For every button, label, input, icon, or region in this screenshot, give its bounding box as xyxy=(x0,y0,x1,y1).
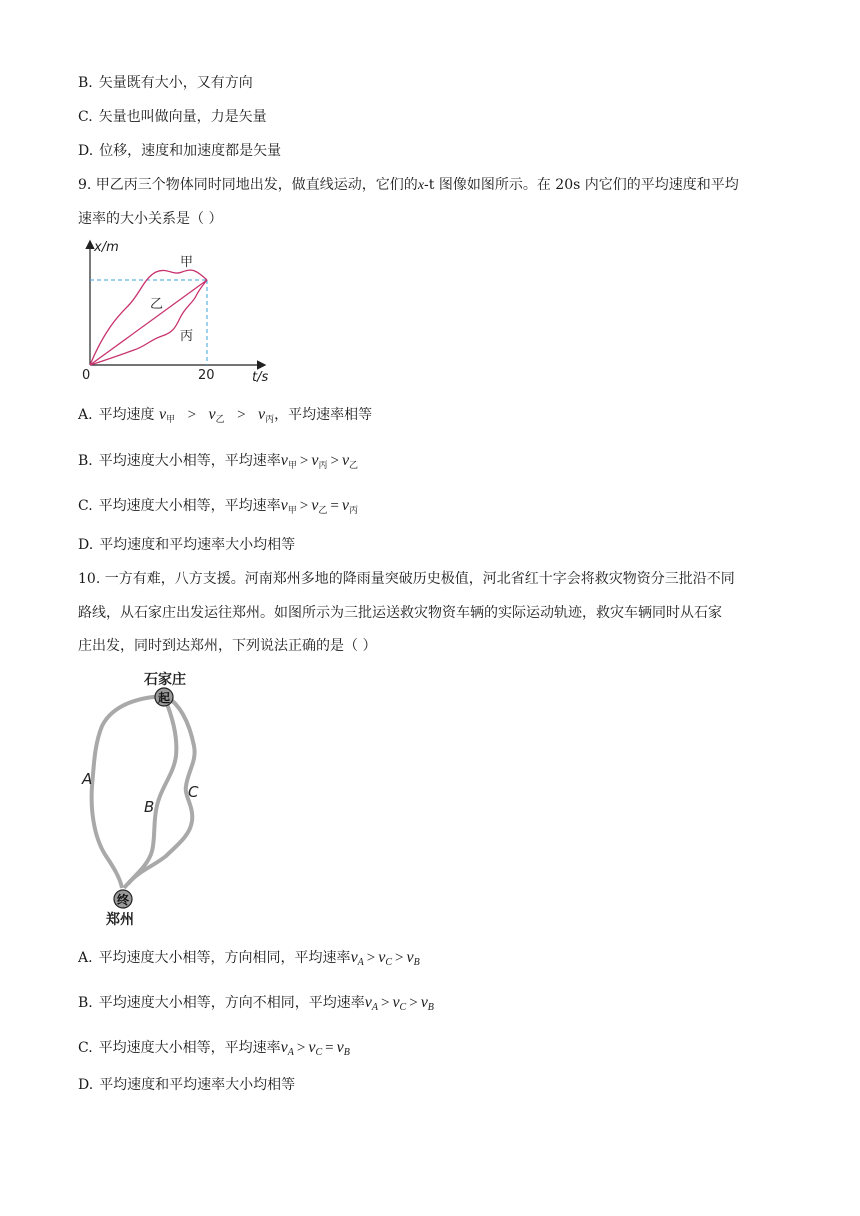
option-text: 平均速度和平均速率大小均相等 xyxy=(99,1077,296,1093)
subscript: A xyxy=(371,1002,378,1013)
q8-option-b xyxy=(78,73,253,93)
subscript: 甲 xyxy=(287,461,297,471)
q9-option-d xyxy=(78,535,295,555)
route-a-path xyxy=(92,696,162,888)
velocity-symbol: v xyxy=(258,406,266,423)
velocity-symbol: v xyxy=(341,452,350,469)
q9-xt-graph xyxy=(76,236,276,386)
greater-than: > xyxy=(366,950,376,966)
curve-jia xyxy=(90,270,207,365)
option-letter: D. xyxy=(78,537,94,553)
route-a-label: A xyxy=(82,770,93,788)
greater-than: > xyxy=(380,995,390,1011)
option-text: 平均速度大小相等，平均速率 xyxy=(98,1040,281,1056)
option-text: 平均速度大小相等，方向相同，平均速率 xyxy=(98,950,351,966)
route-b-path xyxy=(124,696,176,888)
subscript: 乙 xyxy=(215,415,225,425)
q9-stem-variable: x xyxy=(417,178,425,193)
subscript: 丙 xyxy=(318,461,328,471)
velocity-symbol: v xyxy=(336,1039,344,1056)
line-yi xyxy=(90,280,207,365)
option-letter: D. xyxy=(78,1077,94,1093)
option-letter: C. xyxy=(78,109,93,125)
velocity-symbol: v xyxy=(308,1039,316,1056)
greater-than: > xyxy=(299,498,309,514)
subscript: 乙 xyxy=(349,461,359,471)
velocity-symbol: v xyxy=(280,452,288,469)
subscript: 丙 xyxy=(265,415,275,425)
option-letter: A. xyxy=(78,407,93,423)
option-text: 矢量也叫做向量，力是矢量 xyxy=(98,109,267,125)
option-text: 平均速度大小相等，方向不相同，平均速率 xyxy=(98,995,365,1011)
end-marker-text: 终 xyxy=(117,893,130,907)
subscript: 丙 xyxy=(348,506,358,516)
route-c-label: C xyxy=(188,783,199,801)
start-marker xyxy=(155,688,173,706)
velocity-symbol: v xyxy=(406,949,414,966)
subscript: C xyxy=(385,957,393,968)
end-city-label: 郑州 xyxy=(106,912,134,928)
label-jia: 甲 xyxy=(180,255,194,270)
option-text: 平均速度 xyxy=(98,407,155,423)
option-text: 平均速度大小相等，平均速率 xyxy=(98,498,281,514)
q10-route-map xyxy=(76,666,226,928)
velocity-symbol: v xyxy=(159,406,167,423)
subscript: B xyxy=(343,1047,350,1058)
greater-than: > xyxy=(395,950,404,966)
q8-option-c xyxy=(78,107,267,127)
velocity-symbol: v xyxy=(280,1039,288,1056)
q9-option-a xyxy=(78,405,372,430)
q10-stem-text-2: 路线，从石家庄出发运往郑州。如图所示为三批运送救灾物资车辆的实际运动轨迹，救灾车辆同时从石家 xyxy=(78,605,722,621)
option-letter: C. xyxy=(78,498,93,514)
option-text: 平均速度大小相等，平均速率 xyxy=(98,453,281,469)
greater-than: > xyxy=(409,995,418,1011)
subscript: C xyxy=(399,1002,407,1013)
q9-option-b xyxy=(78,451,358,476)
velocity-symbol: v xyxy=(364,994,372,1011)
y-axis-label: x/m xyxy=(94,240,119,255)
q9-stem-text-3: 速率的大小关系是（ ） xyxy=(78,211,223,227)
q8-option-d xyxy=(78,141,281,161)
route-b-label: B xyxy=(144,798,155,816)
option-letter: A. xyxy=(78,950,93,966)
q10-stem-line-2 xyxy=(78,603,722,623)
q10-stem-text: 10. 一方有难，八方支援。河南郑州多地的降雨量突破历史极值，河北省红十字会将救灾物资分三批沿不同 xyxy=(78,571,735,587)
x-axis-label: t/s xyxy=(252,370,269,385)
subscript: 乙 xyxy=(318,506,328,516)
option-text: 矢量既有大小，又有方向 xyxy=(98,75,253,91)
label-bing: 丙 xyxy=(180,329,194,344)
q10-option-c xyxy=(78,1038,350,1063)
equals-sign: = xyxy=(325,1040,334,1056)
q9-stem-line-2 xyxy=(78,209,222,229)
option-text: 位移，速度和加速度都是矢量 xyxy=(99,143,282,159)
option-text-2: ，平均速率相等 xyxy=(274,407,373,423)
q10-stem-line-3 xyxy=(78,636,376,656)
q10-stem-text-3: 庄出发，同时到达郑州，下列说法正确的是（ ） xyxy=(78,638,377,654)
q10-option-b xyxy=(78,993,434,1018)
subscript: 甲 xyxy=(166,415,176,425)
option-letter: C. xyxy=(78,1040,93,1056)
q9-stem-text-2: -t 图像如图所示。在 20s 内它们的平均速度和平均 xyxy=(424,177,739,193)
velocity-symbol: v xyxy=(311,497,319,514)
origin-label: 0 xyxy=(82,368,91,383)
greater-than: > xyxy=(187,407,197,423)
start-city-label: 石家庄 xyxy=(144,672,186,688)
velocity-symbol: v xyxy=(350,949,358,966)
start-marker-text: 起 xyxy=(158,691,171,705)
velocity-symbol: v xyxy=(311,452,319,469)
q9-option-c xyxy=(78,496,358,521)
velocity-symbol: v xyxy=(378,949,386,966)
velocity-symbol: v xyxy=(341,497,349,514)
end-marker xyxy=(114,890,132,908)
q10-option-d xyxy=(78,1075,295,1095)
q9-stem-text: 9. 甲乙丙三个物体同时同地出发，做直线运动，它们的 xyxy=(78,177,418,193)
q9-stem-line-1 xyxy=(78,175,739,196)
greater-than: > xyxy=(296,1040,306,1056)
velocity-symbol: v xyxy=(392,994,400,1011)
subscript: A xyxy=(287,1047,294,1058)
velocity-symbol: v xyxy=(420,994,428,1011)
option-letter: D. xyxy=(78,143,94,159)
x-tick-20: 20 xyxy=(198,368,215,383)
subscript: A xyxy=(357,957,364,968)
q10-stem-line-1 xyxy=(78,569,735,589)
velocity-symbol: v xyxy=(208,406,216,423)
option-letter: B. xyxy=(78,995,93,1011)
equals-sign: = xyxy=(330,498,339,514)
greater-than: > xyxy=(237,407,246,423)
subscript: B xyxy=(427,1002,434,1013)
subscript: B xyxy=(413,957,420,968)
option-letter: B. xyxy=(78,453,93,469)
velocity-symbol: v xyxy=(280,497,288,514)
subscript: 甲 xyxy=(287,506,297,516)
option-text: 平均速度和平均速率大小均相等 xyxy=(99,537,296,553)
greater-than: > xyxy=(330,453,339,469)
q10-option-a xyxy=(78,948,420,973)
greater-than: > xyxy=(299,453,309,469)
subscript: C xyxy=(315,1047,323,1058)
option-letter: B. xyxy=(78,75,93,91)
label-yi: 乙 xyxy=(150,297,164,312)
